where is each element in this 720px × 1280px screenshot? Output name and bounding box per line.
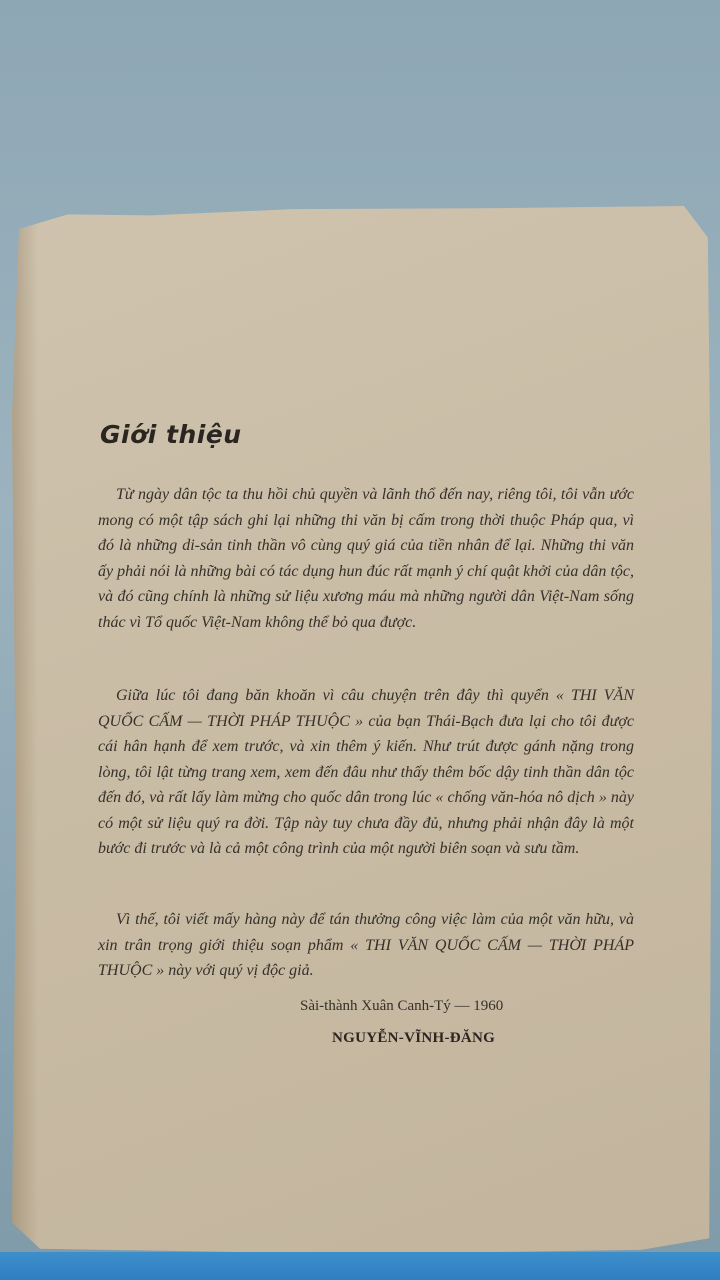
paragraph-3: Vì thế, tôi viết mấy hàng này để tán thưởng công việc làm của một văn hữu, và xin trân trọng giới thiệu soạn phẩm « THI VĂN QUỐC CẤM — THỜI PHÁP THUỘC » này với quý vị độc giả. [98,911,634,979]
paragraph-1: Từ ngày dân tộc ta thu hồi chủ quyền và lãnh thổ đến nay, riêng tôi, tôi vẫn ước mong có một tập sách ghi lại những thi văn bị cấm trong thời thuộc Pháp qua, vì đó là những di-sản tinh thần vô cùng quý giá của tiền nhân để lại. Những thi văn ấy phải nói là những bài có tác dụng hun đúc rất mạnh ý chí quật khởi của dân tộc, và đó cũng chính là những sử liệu xương máu mà những người dân Việt-Nam sống thác vì Tổ quốc Việt-Nam không thể bỏ qua được. [98,486,634,631]
signature-author: NGUYỄN-VĨNH-ĐĂNG [332,1030,496,1046]
background-surface [0,1252,720,1280]
page-title: Giới thiệu [100,420,242,449]
signature-place-date: Sài-thành Xuân Canh-Tý — 1960 [300,998,504,1014]
paragraph-2: Giữa lúc tôi đang băn khoăn vì câu chuyện trên đây thì quyển « THI VĂN QUỐC CẤM — THỜI PHÁP THUỘC » của bạn Thái-Bạch đưa lại cho tôi được cái hân hạnh để xem trước, và xin thêm ý kiến. Như trút được gánh nặng trong lòng, tôi lật từng trang xem, xem đến đâu như thấy thêm bốc dậy tinh thần dân tộc đến đó, và rất lấy làm mừng cho quốc dân trong lúc « chống văn-hóa nô dịch » này có một sử liệu quý ra đời. Tập này tuy chưa đầy đủ, nhưng phải nhận đây là một bước đi trước và là cả một công trình của một người biên soạn và sưu tầm. [98,687,634,857]
